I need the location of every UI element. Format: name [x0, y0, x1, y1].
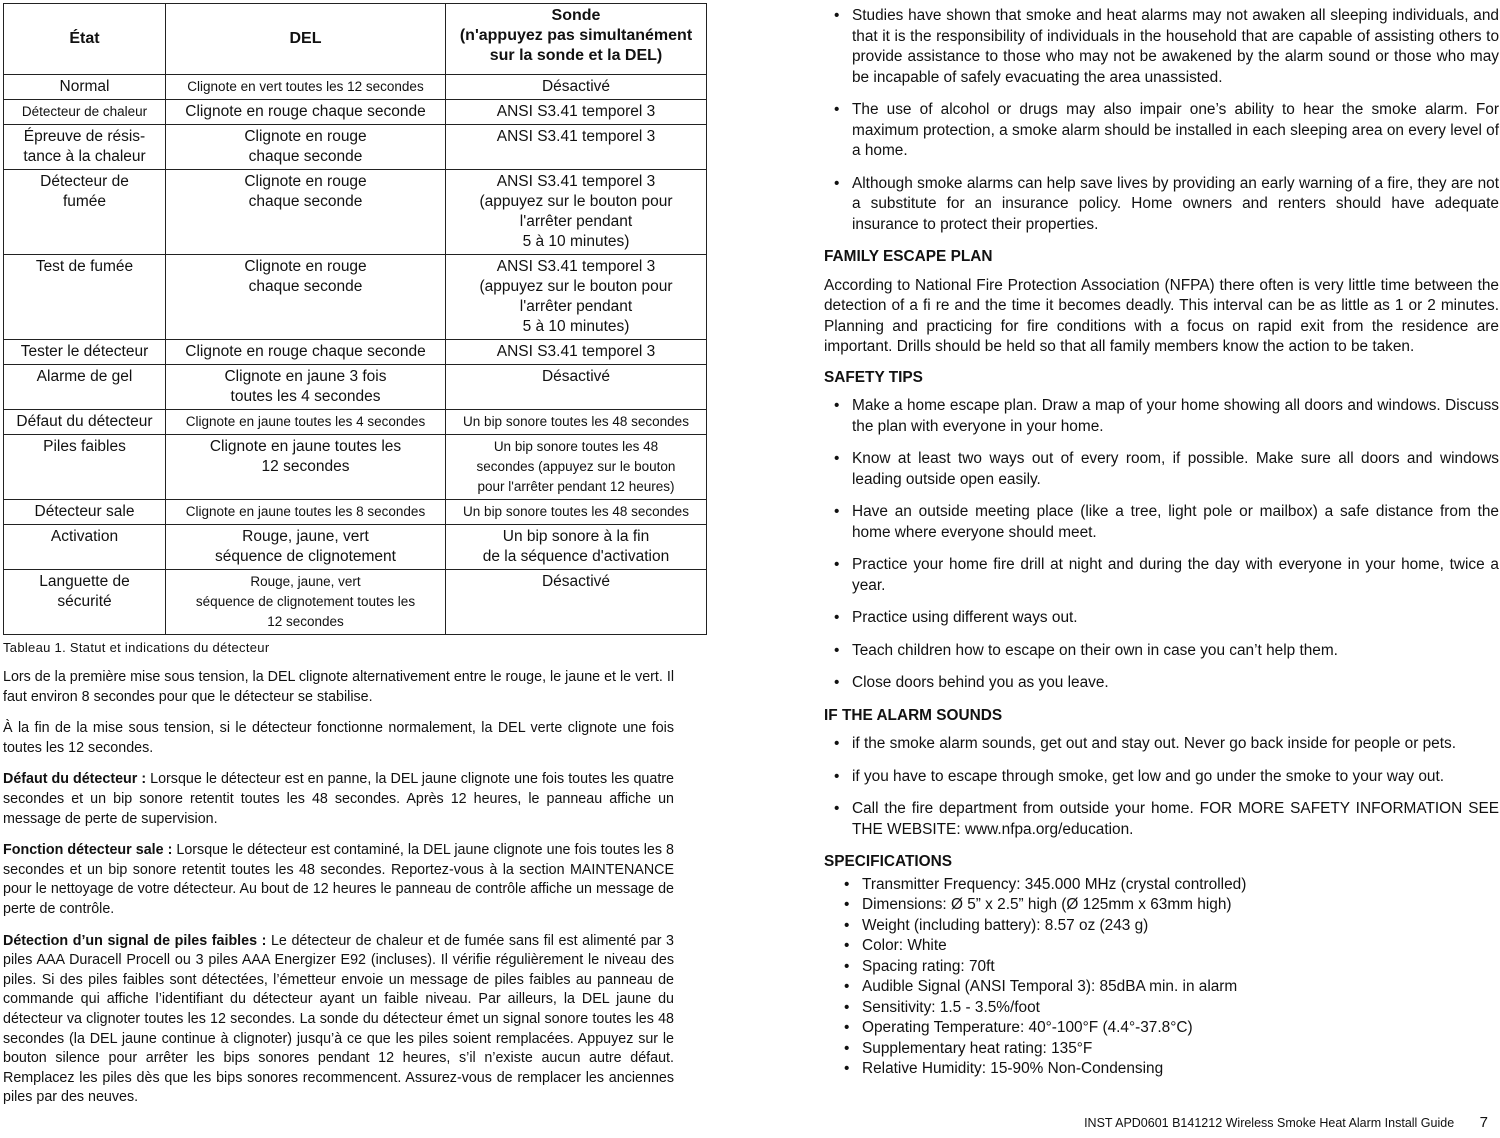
header-sonde: Sonde (n'appuyez pas simultanément sur la sonde et la DEL) [446, 4, 707, 75]
table-row [4, 75, 707, 100]
table-row [4, 570, 707, 635]
left-column [3, 3, 706, 635]
paragraph-lead: Défaut du détecteur : [3, 771, 147, 788]
safety-tip: • Have an outside meeting place (like a tree, light pole or mailbox) a safe distance from the home where everyone should meet. [824, 502, 1499, 543]
cell-etat: Normal [4, 75, 166, 100]
cell-etat: Test de fumée [4, 255, 166, 340]
paragraph-text: Le détecteur de chaleur et de fumée sans fil est alimenté par 3 piles AAA Duracell Procell ou 3 piles AAA Energizer E92 (incluses). Il vérifie régulièrement le niveau des piles. Si des piles faibles sont détectées, l’émetteur envoie un message de piles faibles au panneau de commande qui affiche l’identifiant du détecteur ayant un faible niveau. Par ailleurs, la DEL jaune du détecteur va clignoter toutes les 12 secondes. La sonde du détecteur émet un signal sonore toutes les 48 secondes (la DEL jaune continue à clignoter) jusqu’à ce que les piles soient remplacées. Appuyez sur le bouton silence pour arrêter les bips sonores pendant 12 heures, s’il n’existe aucun autre défaut. Remplacez les piles dès que les bips sonores recommencent. Assurez-vous de remplacer les anciennes piles par des neuves. [3, 932, 674, 1106]
cell-del: Clignote en jaune toutes les 8 secondes [166, 500, 446, 525]
footer-doc-title: INST APD0601 B141212 Wireless Smoke Heat Alarm Install Guide [1084, 1116, 1455, 1130]
safety-tip: • Practice your home fire drill at night and during the day with everyone in your home, twice a year. [824, 555, 1499, 596]
spec-item: • Supplementary heat rating: 135°F [824, 1039, 1499, 1060]
cell-sonde: Désactivé [446, 570, 707, 635]
alarm-heading: IF THE ALARM SOUNDS [824, 706, 1003, 724]
cell-etat: Alarme de gel [4, 365, 166, 410]
table-caption: Tableau 1. Statut et indications du détecteur [3, 640, 270, 655]
paragraph-lead: Fonction détecteur sale : [3, 842, 173, 859]
page-footer [1084, 1114, 1488, 1131]
safety-tip: • Make a home escape plan. Draw a map of your home showing all doors and windows. Discuss the plan with everyone in your home. [824, 396, 1499, 437]
cell-sonde: Un bip sonore toutes les 48 secondes [446, 410, 707, 435]
intro-bullets [824, 6, 1499, 235]
cell-del: Clignote en rouge chaque seconde [166, 170, 446, 255]
paragraph-text: À la fin de la mise sous tension, si le détecteur fonctionne normalement, la DEL verte clignote une fois toutes les 12 secondes. [3, 720, 674, 756]
safety-tip: • Close doors behind you as you leave. [824, 673, 1499, 694]
tips-list [824, 396, 1499, 694]
cell-etat: Languette de sécurité [4, 570, 166, 635]
cell-etat: Défaut du détecteur [4, 410, 166, 435]
cell-del: Clignote en vert toutes les 12 secondes [166, 75, 446, 100]
body-paragraph [3, 841, 674, 919]
table-row [4, 410, 707, 435]
safety-tip: • Know at least two ways out of every room, if possible. Make sure all doors and windows leading outside open easily. [824, 449, 1499, 490]
alarm-list [824, 734, 1499, 840]
spec-item: • Audible Signal (ANSI Temporal 3): 85dBA min. in alarm [824, 977, 1499, 998]
escape-text: According to National Fire Protection Association (NFPA) there often is very little time between the detection of a fi re and the time it becomes deadly. This interval can be as little as 1 or 2 minutes. Planning and practicing for fire conditions with a focus on rapid exit from the residence are important. Drills should be held so that all family members know the action to be taken. [824, 276, 1499, 355]
table-row [4, 525, 707, 570]
cell-sonde: ANSI S3.41 temporel 3 [446, 125, 707, 170]
cell-sonde: ANSI S3.41 temporel 3 [446, 340, 707, 365]
body-paragraph [3, 770, 674, 829]
tips-heading: SAFETY TIPS [824, 368, 923, 386]
table-row [4, 435, 707, 500]
safety-tip: • Practice using different ways out. [824, 608, 1499, 629]
cell-del: Clignote en jaune toutes les 12 secondes [166, 435, 446, 500]
right-column [824, 6, 1499, 1080]
intro-bullet: • The use of alcohol or drugs may also impair one’s ability to hear the smoke alarm. For maximum protection, a smoke alarm should be installed in each sleeping area on every level of a home. [824, 100, 1499, 162]
spec-item: • Transmitter Frequency: 345.000 MHz (crystal controlled) [824, 875, 1499, 896]
cell-etat: Activation [4, 525, 166, 570]
safety-tip: • Teach children how to escape on their own in case you can’t help them. [824, 641, 1499, 662]
paragraph-text: Lorsque le détecteur est en panne, la DEL jaune clignote une fois toutes les quatre secondes et un bip sonore retentit toutes les 48 secondes. Après 12 heures, le panneau affiche un message de perte de supervision. [3, 771, 675, 827]
page-number: 7 [1479, 1114, 1488, 1131]
status-table [3, 3, 707, 635]
alarm-item: • if the smoke alarm sounds, get out and stay out. Never go back inside for people or pets. [824, 734, 1499, 755]
table-row [4, 500, 707, 525]
intro-bullet: • Although smoke alarms can help save lives by providing an early warning of a fire, they are not a substitute for an insurance policy. Home owners and renters should have adequate insurance to protect their properties. [824, 174, 1499, 236]
cell-sonde: ANSI S3.41 temporel 3 (appuyez sur le bouton pour l'arrêter pendant 5 à 10 minutes) [446, 255, 707, 340]
cell-sonde: Désactivé [446, 365, 707, 410]
table-row [4, 100, 707, 125]
table-row [4, 255, 707, 340]
cell-sonde: Un bip sonore toutes les 48 secondes (appuyez sur le bouton pour l'arrêter pendant 12 heures) [446, 435, 707, 500]
cell-del: Rouge, jaune, vert séquence de clignotement [166, 525, 446, 570]
cell-sonde: Un bip sonore à la fin de la séquence d'activation [446, 525, 707, 570]
spec-item: • Sensitivity: 1.5 - 3.5%/foot [824, 998, 1499, 1019]
cell-etat: Piles faibles [4, 435, 166, 500]
spec-item: • Weight (including battery): 8.57 oz (243 g) [824, 916, 1499, 937]
body-paragraph [3, 932, 674, 1108]
cell-etat: Détecteur sale [4, 500, 166, 525]
intro-bullet: • Studies have shown that smoke and heat alarms may not awaken all sleeping individuals, and that it is the responsibility of individuals in the household that are capable of assisting others to provide assistance to those who may not be awakened by the alarm sound or those who may be incapable of safely evacuating the area unassisted. [824, 6, 1499, 88]
cell-etat: Détecteur de chaleur [4, 100, 166, 125]
body-paragraph [3, 668, 674, 707]
cell-etat: Tester le détecteur [4, 340, 166, 365]
spec-item: • Color: White [824, 936, 1499, 957]
cell-sonde: ANSI S3.41 temporel 3 (appuyez sur le bouton pour l'arrêter pendant 5 à 10 minutes) [446, 170, 707, 255]
left-body-text [3, 668, 674, 1120]
spec-item: • Spacing rating: 70ft [824, 957, 1499, 978]
table-header-row [4, 4, 707, 75]
header-etat: État [4, 4, 166, 75]
body-paragraph [3, 719, 674, 758]
spec-item: • Relative Humidity: 15-90% Non-Condensing [824, 1059, 1499, 1080]
escape-heading: FAMILY ESCAPE PLAN [824, 248, 993, 265]
spec-item: • Dimensions: Ø 5” x 2.5” high (Ø 125mm x 63mm high) [824, 895, 1499, 916]
table-row [4, 170, 707, 255]
cell-sonde: Désactivé [446, 75, 707, 100]
alarm-item: • Call the fire department from outside your home. FOR MORE SAFETY INFORMATION SEE THE WEBSITE: www.nfpa.org/education. [824, 799, 1499, 840]
cell-etat: Détecteur de fumée [4, 170, 166, 255]
cell-del: Rouge, jaune, vert séquence de clignotement toutes les 12 secondes [166, 570, 446, 635]
cell-del: Clignote en rouge chaque seconde [166, 255, 446, 340]
cell-del: Clignote en rouge chaque seconde [166, 125, 446, 170]
header-del: DEL [166, 4, 446, 75]
table-row [4, 340, 707, 365]
specs-heading: SPECIFICATIONS [824, 853, 952, 870]
cell-del: Clignote en jaune 3 fois toutes les 4 secondes [166, 365, 446, 410]
table-row [4, 125, 707, 170]
cell-del: Clignote en jaune toutes les 4 secondes [166, 410, 446, 435]
cell-sonde: Un bip sonore toutes les 48 secondes [446, 500, 707, 525]
spec-item: • Operating Temperature: 40°-100°F (4.4°-37.8°C) [824, 1018, 1499, 1039]
paragraph-text: Lorsque le détecteur est contaminé, la DEL jaune clignote une fois toutes les 8 secondes et un bip sonore retentit toutes les 48 secondes. Reportez-vous à la section MAINTENANCE pour le nettoyage de votre détecteur. Au bout de 12 heures le panneau de contrôle affiche un message de perte de contrôle. [3, 842, 674, 917]
cell-del: Clignote en rouge chaque seconde [166, 340, 446, 365]
specs-list [824, 875, 1499, 1080]
alarm-item: • if you have to escape through smoke, get low and go under the smoke to your way out. [824, 767, 1499, 788]
cell-sonde: ANSI S3.41 temporel 3 [446, 100, 707, 125]
paragraph-text: Lors de la première mise sous tension, la DEL clignote alternativement entre le rouge, le jaune et le vert. Il faut environ 8 secondes pour que le détecteur se stabilise. [3, 669, 674, 705]
cell-del: Clignote en rouge chaque seconde [166, 100, 446, 125]
paragraph-lead: Détection d’un signal de piles faibles : [3, 932, 267, 949]
table-row [4, 365, 707, 410]
cell-etat: Épreuve de résis- tance à la chaleur [4, 125, 166, 170]
